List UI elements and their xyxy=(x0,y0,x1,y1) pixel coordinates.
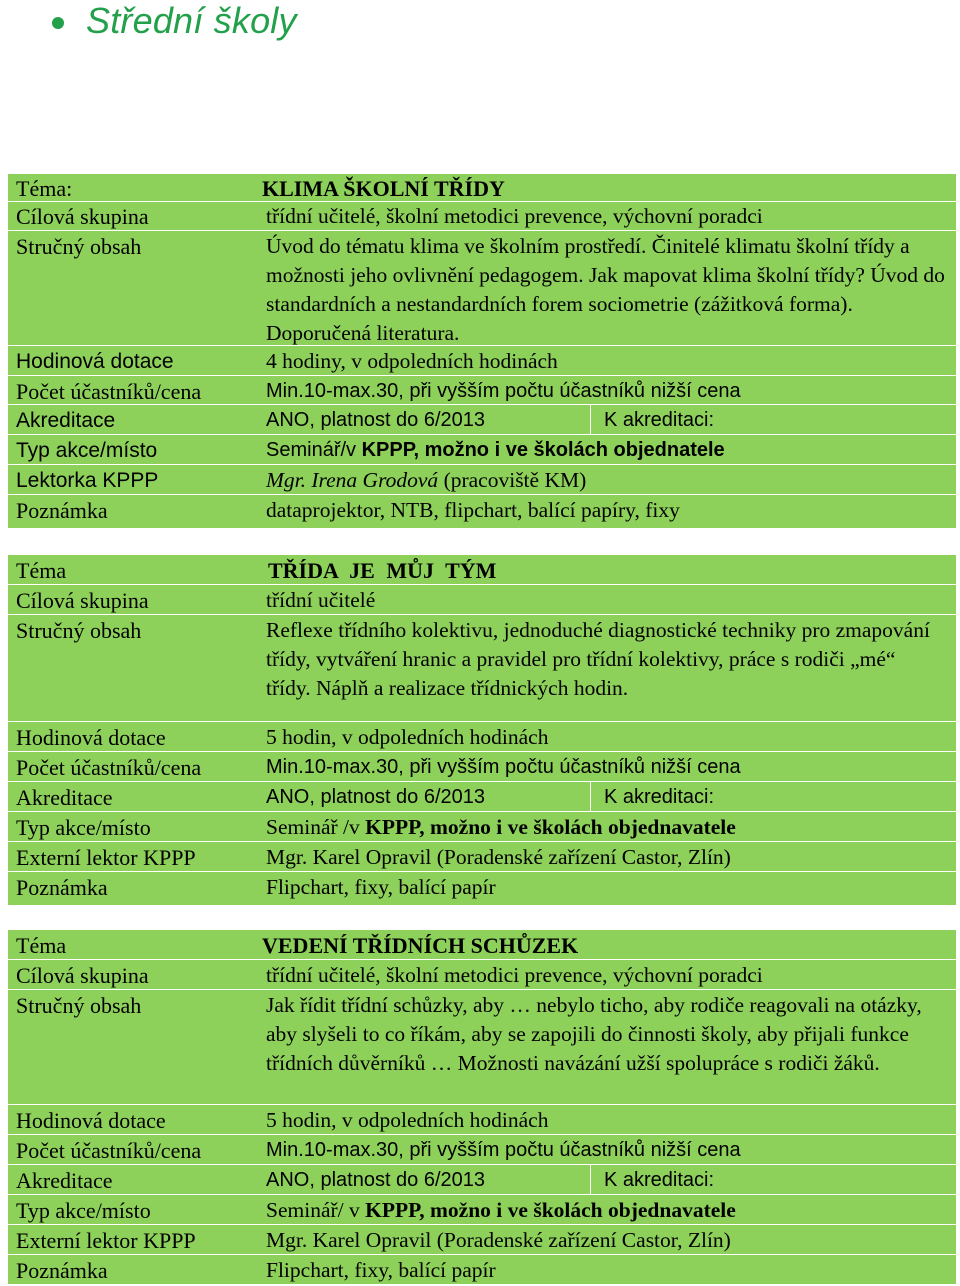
akreditace-value: ANO, platnost do 6/2013 xyxy=(266,1169,486,1191)
lektor-label: Externí lektor KPPP xyxy=(16,845,196,870)
course-block-schuzky xyxy=(8,930,956,1284)
page-title: Střední školy xyxy=(86,0,297,41)
tema-value: VEDENÍ TŘÍDNÍCH SCHŮZEK xyxy=(262,933,579,958)
hodinova-dotace-label: Hodinová dotace xyxy=(16,725,166,750)
course-block-trida xyxy=(8,555,956,905)
typ-akce-value xyxy=(266,436,948,465)
cilova-skupina-value: třídní učitelé, školní metodici prevence, výchovní poradci xyxy=(266,204,763,228)
poznamka-value: Flipchart, fixy, balící papír xyxy=(266,875,496,899)
hodinova-dotace-label: Hodinová dotace xyxy=(16,1108,166,1133)
poznamka-value: Flipchart, fixy, balící papír xyxy=(266,1258,496,1282)
pocet-ucastniku-label: Počet účastníků/cena xyxy=(16,755,202,780)
cilova-skupina-value: třídní učitelé, školní metodici prevence, výchovní poradci xyxy=(266,963,763,987)
k-akreditaci-label: K akreditaci: xyxy=(604,409,715,431)
pocet-ucastniku-label: Počet účastníků/cena xyxy=(16,1138,202,1163)
cilova-skupina-label: Cílová skupina xyxy=(16,963,149,988)
strucny-obsah-value: Jak řídit třídní schůzky, aby … nebylo ticho, aby rodiče reagovali na otázky, aby slyšeli to co říkám, aby se zapojili do činnosti školy, aby přijali funkce třídních důvěrníků … Možnosti navázání užší spolupráce s rodiči žáků. xyxy=(266,993,922,1075)
pocet-ucastniku-value: Min.10-max.30, při vyšším počtu účastníků nižší cena xyxy=(266,380,741,402)
poznamka-label: Poznámka xyxy=(16,1258,108,1283)
hodinova-dotace-value: 5 hodin, v odpoledních hodinách xyxy=(266,1108,549,1132)
akreditace-label: Akreditace xyxy=(16,785,113,810)
typ-akce-prefix: Seminář/v xyxy=(266,439,362,461)
k-akreditaci-label: K akreditaci: xyxy=(604,1169,715,1191)
strucny-obsah-value: Reflexe třídního kolektivu, jednoduché diagnostické techniky pro zmapování třídy, vytváření hranic a pravidel pro třídní kolektivy, práce s rodiči „mé“ třídy. Náplň a realizace třídnických hodin. xyxy=(266,618,930,700)
hodinova-dotace-value: 5 hodin, v odpoledních hodinách xyxy=(266,725,549,749)
cilova-skupina-label: Cílová skupina xyxy=(16,588,149,613)
tema-value: KLIMA ŠKOLNÍ TŘÍDY xyxy=(262,176,505,201)
poznamka-label: Poznámka xyxy=(16,875,108,900)
tema-label: Téma xyxy=(16,933,67,958)
typ-akce-label: Typ akce/místo xyxy=(16,439,158,462)
k-akreditaci-label: K akreditaci: xyxy=(604,786,715,808)
tema-label: Téma: xyxy=(16,176,73,201)
strucny-obsah-label: Stručný obsah xyxy=(16,618,142,643)
tema-value: TŘÍDA JE MŮJ TÝM xyxy=(268,558,497,583)
akreditace-label: Akreditace xyxy=(16,409,116,432)
hodinova-dotace-label: Hodinová dotace xyxy=(16,350,174,373)
strucny-obsah-label: Stručný obsah xyxy=(16,993,142,1018)
lektor-value xyxy=(266,466,948,495)
hodinova-dotace-value: 4 hodiny, v odpoledních hodinách xyxy=(266,349,558,373)
typ-akce-value xyxy=(266,1196,948,1225)
typ-akce-label: Typ akce/místo xyxy=(16,1198,151,1223)
typ-akce-value xyxy=(266,813,948,842)
lektor-value: Mgr. Karel Opravil (Poradenské zařízení Castor, Zlín) xyxy=(266,845,731,869)
bullet-icon xyxy=(52,17,64,29)
typ-akce-prefix: Seminář/ v xyxy=(266,1198,366,1222)
strucny-obsah-value: Úvod do tématu klima ve školním prostředí. Činitelé klimatu školní třídy a možnosti jeho ovlivnění pedagogem. Jak mapovat klima školní třídy? Úvod do standardních a nestandardních forem sociometrie (zážitková forma). Doporučená literatura. xyxy=(266,234,945,345)
typ-akce-prefix: Seminář /v xyxy=(266,815,366,839)
typ-akce-bold: KPPP, možno i ve školách objednatele xyxy=(361,439,725,461)
typ-akce-label: Typ akce/místo xyxy=(16,815,151,840)
course-block-klima xyxy=(8,174,956,528)
lektor-label: Externí lektor KPPP xyxy=(16,1228,196,1253)
lektor-workplace: (pracoviště KM) xyxy=(438,468,587,492)
poznamka-value: dataprojektor, NTB, flipchart, balící papíry, fixy xyxy=(266,498,680,522)
tema-label: Téma xyxy=(16,558,67,583)
pocet-ucastniku-label: Počet účastníků/cena xyxy=(16,379,202,404)
akreditace-value: ANO, platnost do 6/2013 xyxy=(266,409,486,431)
lektor-label: Lektorka KPPP xyxy=(16,469,159,492)
lektor-value: Mgr. Karel Opravil (Poradenské zařízení Castor, Zlín) xyxy=(266,1228,731,1252)
pocet-ucastniku-value: Min.10-max.30, při vyšším počtu účastníků nižší cena xyxy=(266,756,741,778)
strucny-obsah-label: Stručný obsah xyxy=(16,234,142,259)
page-heading xyxy=(52,0,297,42)
cilova-skupina-label: Cílová skupina xyxy=(16,204,149,229)
poznamka-label: Poznámka xyxy=(16,498,108,523)
typ-akce-bold: KPPP, možno i ve školách objednavatele xyxy=(365,815,736,839)
typ-akce-bold: KPPP, možno i ve školách objednavatele xyxy=(365,1198,736,1222)
akreditace-value: ANO, platnost do 6/2013 xyxy=(266,786,486,808)
lektor-name: Mgr. Irena Grodová xyxy=(266,468,439,492)
cilova-skupina-value: třídní učitelé xyxy=(266,588,376,612)
pocet-ucastniku-value: Min.10-max.30, při vyšším počtu účastníků nižší cena xyxy=(266,1139,741,1161)
akreditace-label: Akreditace xyxy=(16,1168,113,1193)
